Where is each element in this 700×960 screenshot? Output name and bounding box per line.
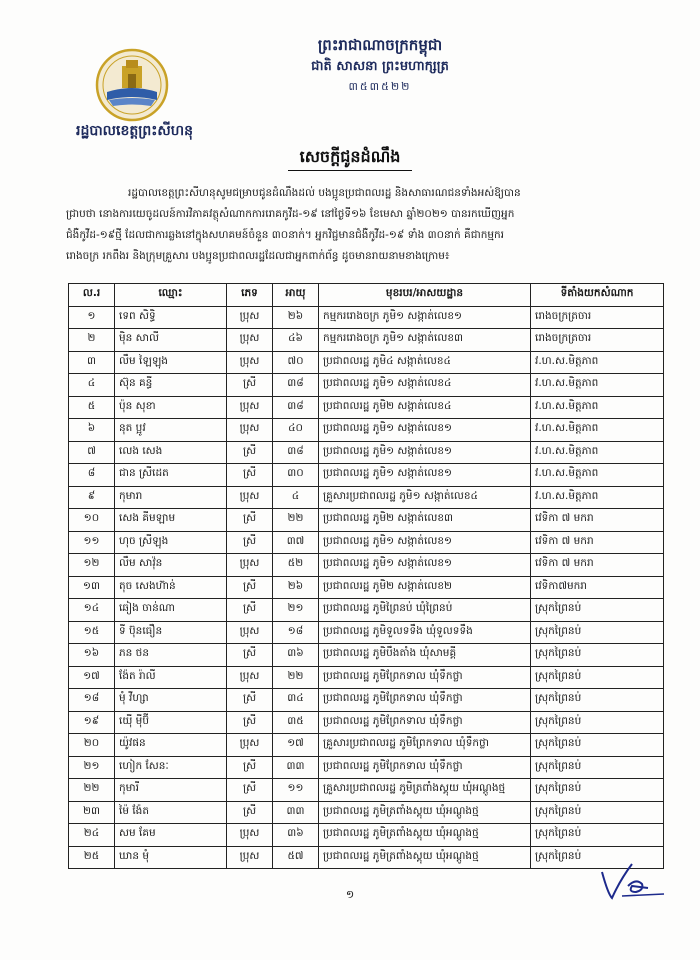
table-cell: ប្រុស xyxy=(227,554,273,577)
table-cell: ប៉ុន សុខា xyxy=(115,396,227,419)
intro-line: រដ្ឋបាលខេត្តព្រះសីហនុសូមជម្រាបជូនដំណឹងដល់ បងប្អូនប្រជាពលរដ្ឋ និងសាធារណជនទាំងអស់ឱ្យបាន xyxy=(128,187,521,199)
table-cell: ង៉ែត រ៉ាលី xyxy=(115,666,227,689)
table-cell: ៩ xyxy=(69,486,115,509)
table-cell: យ៉ើ ម៉ីប៊ី xyxy=(115,711,227,734)
table-cell: ១៥ xyxy=(69,621,115,644)
table-cell: ប្រុស xyxy=(227,329,273,352)
table-cell: ប្រជាពលរដ្ឋ ភូមិត្រពាំងស្គុយ ឃុំអណ្តូងថ្ម xyxy=(319,824,531,847)
table-cell: ៣៥ xyxy=(273,711,319,734)
table-cell: ប្រជាពលរដ្ឋ ភូមិ២ សង្កាត់លេខ២ xyxy=(319,576,531,599)
table-cell: កុមារី xyxy=(115,779,227,802)
provincial-seal-logo xyxy=(95,48,169,122)
table-cell: ៣៦ xyxy=(273,644,319,667)
intro-line: ជំងឺកូវីដ-១៩ថ្មី ដែលជាការឆ្លងនៅក្នុងសហគមន៍ចំនួន ៣០នាក់។ អ្នកវិជ្ជមានជំងឺកូវីដ-១៩ ទាំង ៣០នាក់ គឺជាកម្មករ xyxy=(66,229,505,241)
table-cell: ២៥ xyxy=(69,846,115,869)
table-cell: ៣៧ xyxy=(273,531,319,554)
table-cell: ស្រុកព្រៃនប់ xyxy=(531,756,664,779)
table-cell: ស្រុកព្រៃនប់ xyxy=(531,599,664,622)
table-cell: វេទិកា ៧ មករា xyxy=(531,531,664,554)
table-cell: ប្រុស xyxy=(227,666,273,689)
column-header: អាយុ xyxy=(273,284,319,307)
table-cell: ស្រុកព្រៃនប់ xyxy=(531,621,664,644)
column-header: ទីតាំងយកសំណាក xyxy=(531,284,664,307)
page-number: ១ xyxy=(345,888,355,901)
table-cell: មុំ វីហ្សា xyxy=(115,689,227,712)
table-cell: ប្រជាពលរដ្ឋ ភូមិ១ សង្កាត់លេខ១ xyxy=(319,441,531,464)
table-cell: ស្រី xyxy=(227,464,273,487)
table-cell: ប្រុស xyxy=(227,846,273,869)
table-cell: ឃាន មុំ xyxy=(115,846,227,869)
table-cell: ស្រុកព្រៃនប់ xyxy=(531,801,664,824)
table-cell: ស្រី xyxy=(227,441,273,464)
table-row xyxy=(69,756,664,779)
table-cell: កម្មកររោងចក្រ ភូមិ១ សង្កាត់លេខ៣ xyxy=(319,329,531,352)
table-cell: ហុច ស្រីឡុង xyxy=(115,531,227,554)
table-cell: កុមារា xyxy=(115,486,227,509)
signature-mark xyxy=(598,858,668,902)
table-cell: ប្រជាពលរដ្ឋ ភូមិព្រែកទាល ឃុំទឹកថ្លា xyxy=(319,666,531,689)
table-cell: ប្រជាពលរដ្ឋ ភូមិត្រពាំងស្គុយ ឃុំអណ្តូងថ្ម xyxy=(319,846,531,869)
table-cell: ស្រុកព្រៃនប់ xyxy=(531,711,664,734)
table-cell: ប្រជាពលរដ្ឋ ភូមិព្រៃនប់ ឃុំព្រៃនប់ xyxy=(319,599,531,622)
table-cell: ៨ xyxy=(69,464,115,487)
table-cell: ១២ xyxy=(69,554,115,577)
table-row xyxy=(69,734,664,757)
table-row xyxy=(69,846,664,869)
table-cell: ៤ xyxy=(273,486,319,509)
table-cell: ស្រុកព្រៃនប់ xyxy=(531,824,664,847)
table-cell: ស្រី xyxy=(227,644,273,667)
table-body xyxy=(69,306,664,869)
table-cell: ប្រជាពលរដ្ឋ ភូមិ១ សង្កាត់លេខ១ xyxy=(319,554,531,577)
organization-name: រដ្ឋបាលខេត្តព្រះសីហនុ xyxy=(76,123,193,139)
table-cell: ប្រជាពលរដ្ឋ ភូមិព្រែកទាល ឃុំទឹកថ្លា xyxy=(319,711,531,734)
table-cell: ម៉ិន សាលី xyxy=(115,329,227,352)
table-cell: ២០ xyxy=(69,734,115,757)
table-cell: វ.ហ.ស.មិត្តភាព xyxy=(531,486,664,509)
table-cell: វ.ហ.ស.មិត្តភាព xyxy=(531,351,664,374)
table-cell: ប្រុស xyxy=(227,824,273,847)
table-cell: ស្រី xyxy=(227,599,273,622)
table-cell: ប្រុស xyxy=(227,351,273,374)
table-cell: ស្រី xyxy=(227,756,273,779)
table-cell: លេង សេង xyxy=(115,441,227,464)
table-row xyxy=(69,689,664,712)
table-cell: វ.ហ.ស.មិត្តភាព xyxy=(531,419,664,442)
table-cell: ទី ប៊ុនធឿន xyxy=(115,621,227,644)
table-cell: ១១ xyxy=(273,779,319,802)
table-cell: ឆៀង ចាន់ណា xyxy=(115,599,227,622)
table-cell: ម៉ៃ ង៉ែត xyxy=(115,801,227,824)
table-cell: ៣៣ xyxy=(273,756,319,779)
table-cell: ១៧ xyxy=(273,734,319,757)
table-cell: គ្រួសារប្រជាពលរដ្ឋ ភូមិព្រែកទាល ឃុំទឹកថ្លា xyxy=(319,734,531,757)
table-cell: ស្រី xyxy=(227,801,273,824)
table-cell: ប្រជាពលរដ្ឋ ភូមិ២ សង្កាត់លេខ៣ xyxy=(319,509,531,532)
table-cell: ៤៦ xyxy=(273,329,319,352)
table-row xyxy=(69,779,664,802)
table-cell: គ្រួសារប្រជាពលរដ្ឋ ភូមិ១ សង្កាត់លេខ៤ xyxy=(319,486,531,509)
table-cell: ប្រុស xyxy=(227,419,273,442)
table-cell: ៦ xyxy=(69,419,115,442)
table-cell: ៣៦ xyxy=(273,824,319,847)
table-cell: ៣០ xyxy=(273,464,319,487)
table-cell: ស្រី xyxy=(227,779,273,802)
table-cell: ស្រុកព្រៃនប់ xyxy=(531,644,664,667)
intro-line: ជ្រាបថា នោងការយេចូដលន៍ការវិភាគវត្ថុសំណាកការរោគកូវីដ-១៩ នៅថ្ងៃទី១៦ ខែមេសា ឆ្នាំ២០២១ បានរកឃើញអ្នក xyxy=(66,208,515,220)
table-row xyxy=(69,351,664,374)
table-cell: សម គែម xyxy=(115,824,227,847)
table-cell: ប្រុស xyxy=(227,486,273,509)
table-cell: ប្រជាពលរដ្ឋ ភូមិព្រែកទាល ឃុំទឹកថ្លា xyxy=(319,689,531,712)
table-cell: ៣៨ xyxy=(273,396,319,419)
table-cell: ២២ xyxy=(69,779,115,802)
table-cell: ទេព សិទ្ធិ xyxy=(115,306,227,329)
table-row xyxy=(69,464,664,487)
table-row xyxy=(69,801,664,824)
table-cell: ២ xyxy=(69,329,115,352)
table-row xyxy=(69,419,664,442)
document-title: សេចក្តីជូនដំណឹង xyxy=(299,147,401,166)
table-cell: ភន ថន xyxy=(115,644,227,667)
table-cell: ស្រុកព្រៃនប់ xyxy=(531,689,664,712)
table-cell: គ្រួសារប្រជាពលរដ្ឋ ភូមិត្រពាំងស្គុយ ឃុំអណ្តូងថ្ម xyxy=(319,779,531,802)
table-cell: វ.ហ.ស.មិត្តភាព xyxy=(531,396,664,419)
table-row xyxy=(69,824,664,847)
table-cell: ១៩ xyxy=(69,711,115,734)
table-row xyxy=(69,576,664,599)
table-row xyxy=(69,554,664,577)
table-cell: វ.ហ.ស.មិត្តភាព xyxy=(531,464,664,487)
table-cell: ស្រី xyxy=(227,576,273,599)
table-cell: ស្រី xyxy=(227,711,273,734)
table-cell: ៣៤ xyxy=(273,689,319,712)
table-cell: ប្រជាពលរដ្ឋ ភូមិ២ សង្កាត់លេខ៤ xyxy=(319,396,531,419)
table-row xyxy=(69,666,664,689)
table-cell: កម្មកររោងចក្រ ភូមិ១ សង្កាត់លេខ១ xyxy=(319,306,531,329)
table-row xyxy=(69,306,664,329)
table-cell: ២៦ xyxy=(273,576,319,599)
table-cell: វេទិកា ៧ មករា xyxy=(531,509,664,532)
table-cell: វ.ហ.ស.មិត្តភាព xyxy=(531,374,664,397)
table-cell: លឹម សាវ៉ុន xyxy=(115,554,227,577)
table-cell: ២២ xyxy=(273,666,319,689)
table-cell: ៣៨ xyxy=(273,441,319,464)
table-cell: ស៊ុន គន្ធី xyxy=(115,374,227,397)
table-cell: ៣៣ xyxy=(273,801,319,824)
table-cell: ស្រុកព្រៃនប់ xyxy=(531,666,664,689)
intro-paragraph xyxy=(66,183,648,267)
table-cell: រោងចក្រត្រចារ xyxy=(531,306,664,329)
table-cell: យ៉ូវផន xyxy=(115,734,227,757)
table-cell: ១១ xyxy=(69,531,115,554)
table-cell: ១៦ xyxy=(69,644,115,667)
table-cell: វេទិកា ៧ មករា xyxy=(531,554,664,577)
table-row xyxy=(69,531,664,554)
table-cell: ជាន ស្រីដេត xyxy=(115,464,227,487)
table-cell: ប្រជាពលរដ្ឋ ភូមិត្រពាំងស្គុយ ឃុំអណ្តូងថ្ម xyxy=(319,801,531,824)
table-cell: ៣ xyxy=(69,351,115,374)
table-row xyxy=(69,441,664,464)
table-cell: ៥២ xyxy=(273,554,319,577)
table-cell: ប្រជាពលរដ្ឋ ភូមិ១ សង្កាត់លេខ៤ xyxy=(319,374,531,397)
column-header: មុខរបរ/អាសយដ្ឋាន xyxy=(319,284,531,307)
title-underline xyxy=(288,170,412,171)
table-row xyxy=(69,621,664,644)
table-cell: ស្រុកព្រៃនប់ xyxy=(531,846,664,869)
table-row xyxy=(69,711,664,734)
table-cell: ១៨ xyxy=(273,621,319,644)
intro-line: រោងចក្រ រកពឹងរ និងក្រុមគ្រួសារ បងប្អូនប្រជាពលរដ្ឋដែលជាអ្នកពាក់ព័ន្ធ ដូចមានរាយនាមខាងក្រោម៖ xyxy=(66,250,450,262)
table-cell: ស្រុកព្រៃនប់ xyxy=(531,734,664,757)
table-cell: ៤ xyxy=(69,374,115,397)
table-cell: ២៣ xyxy=(69,801,115,824)
table-row xyxy=(69,644,664,667)
table-cell: លឹម ឡៃឡុង xyxy=(115,351,227,374)
column-header: ភេទ xyxy=(227,284,273,307)
table-cell: ១៨ xyxy=(69,689,115,712)
motto-heading: ជាតិ សាសនា ព្រះមហាក្សត្រ xyxy=(311,59,449,74)
table-cell: ប្រុស xyxy=(227,621,273,644)
table-cell: តុច សេងហ៊ាន់ xyxy=(115,576,227,599)
table-cell: ប្រជាពលរដ្ឋ ភូមិ១ សង្កាត់លេខ១ xyxy=(319,419,531,442)
table-cell: ប្រុស xyxy=(227,734,273,757)
table-cell: វេទិកា៧មករា xyxy=(531,576,664,599)
table-cell: ២២ xyxy=(273,509,319,532)
table-cell: ប្រជាពលរដ្ឋ ភូមិ១ សង្កាត់លេខ១ xyxy=(319,531,531,554)
table-cell: ប្រុស xyxy=(227,306,273,329)
column-header: ឈ្មោះ xyxy=(115,284,227,307)
table-row xyxy=(69,509,664,532)
table-cell: ២៤ xyxy=(69,824,115,847)
table-cell: ១៧ xyxy=(69,666,115,689)
table-cell: ប្រជាពលរដ្ឋ ភូមិទួលទទឹង ឃុំទួលទទឹង xyxy=(319,621,531,644)
table-cell: ៧ xyxy=(69,441,115,464)
table-row xyxy=(69,486,664,509)
table-cell: វ.ហ.ស.មិត្តភាព xyxy=(531,441,664,464)
table-row xyxy=(69,329,664,352)
table-header-row xyxy=(69,284,664,307)
table-cell: ១៤ xyxy=(69,599,115,622)
table-cell: ស្រី xyxy=(227,531,273,554)
table-cell: ៤០ xyxy=(273,419,319,442)
table-cell: ៥ xyxy=(69,396,115,419)
table-cell: ប្រជាពលរដ្ឋ ភូមិ១ សង្កាត់លេខ១ xyxy=(319,464,531,487)
table-cell: សេង គីមឡាម xyxy=(115,509,227,532)
table-cell: ២១ xyxy=(273,599,319,622)
table-cell: ៥៧ xyxy=(273,846,319,869)
table-cell: ស្រី xyxy=(227,509,273,532)
table-cell: ស្រុកព្រៃនប់ xyxy=(531,779,664,802)
table-cell: ស្រី xyxy=(227,374,273,397)
table-row xyxy=(69,396,664,419)
table-row xyxy=(69,599,664,622)
table-cell: ១៣ xyxy=(69,576,115,599)
table-cell: ១០ xyxy=(69,509,115,532)
table-cell: ២៦ xyxy=(273,306,319,329)
table-row xyxy=(69,374,664,397)
ornament-divider: ៣៥៣៥២២ xyxy=(348,80,412,93)
table-cell: ៧០ xyxy=(273,351,319,374)
table-cell: ហៀក សែនៈ xyxy=(115,756,227,779)
table-cell: ស្រី xyxy=(227,689,273,712)
column-header: ល.រ xyxy=(69,284,115,307)
cases-table xyxy=(68,283,664,869)
table-cell: ប្រជាពលរដ្ឋ ភូមិបឹងតាំង ឃុំសាមគ្គី xyxy=(319,644,531,667)
table-cell: នុត ប្អូវ xyxy=(115,419,227,442)
table-cell: ប្រជាពលរដ្ឋ ភូមិ៤ សង្កាត់លេខ៤ xyxy=(319,351,531,374)
table-cell: ៣៨ xyxy=(273,374,319,397)
table-cell: រោងចក្រត្រចារ xyxy=(531,329,664,352)
table-cell: ១ xyxy=(69,306,115,329)
kingdom-heading: ព្រះរាជាណាចក្រកម្ពុជា xyxy=(317,36,443,54)
table-cell: ប្រជាពលរដ្ឋ ភូមិព្រែកទាល ឃុំទឹកថ្លា xyxy=(319,756,531,779)
table-cell: ២១ xyxy=(69,756,115,779)
table-cell: ប្រុស xyxy=(227,396,273,419)
